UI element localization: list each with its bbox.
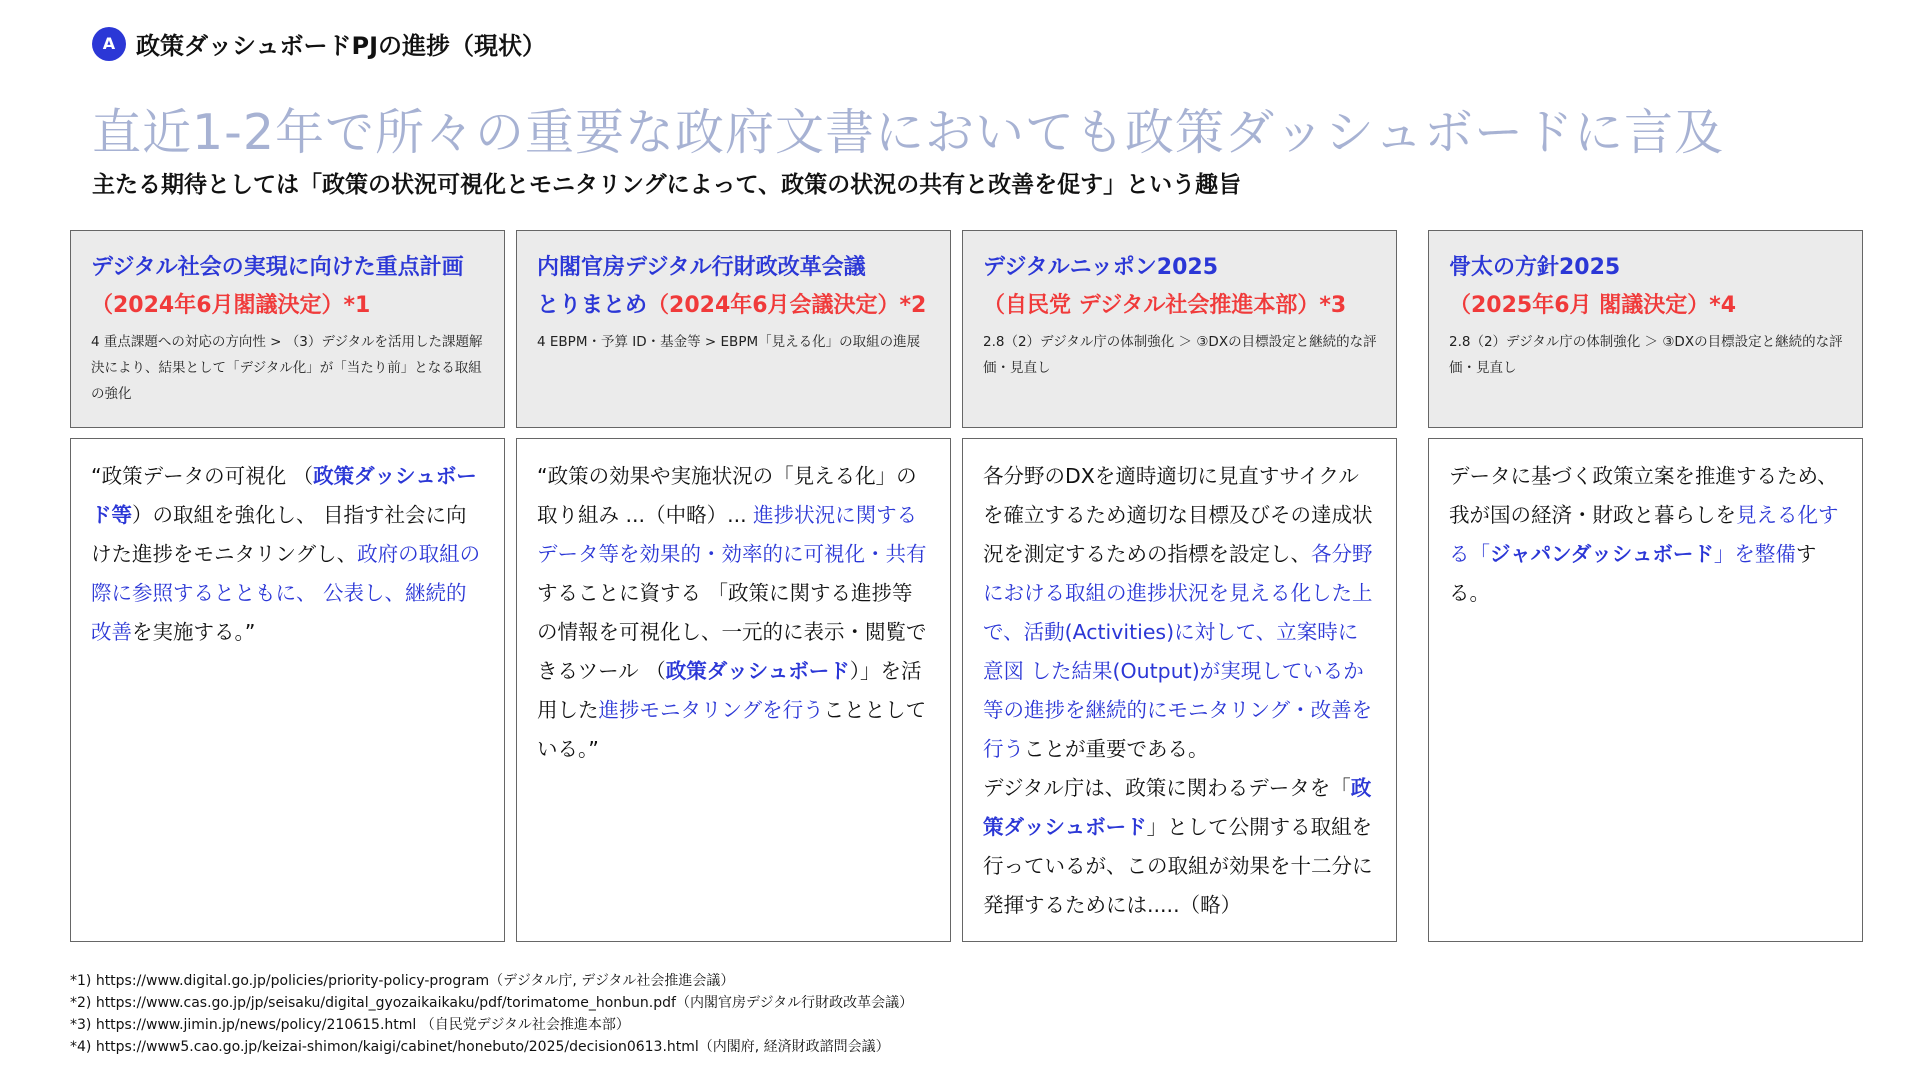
quote-text: 各分野のDXを適時適切に見直すサイクルを確立するため適切な目標及びその達成状況を測定するための指標を設定し、 (983, 464, 1373, 566)
footnote-2: *2) https://www.cas.go.jp/jp/seisaku/digital_gyozaikaikaku/pdf/torimatome_honbun.pdf（内閣官房デジタル行財政改革会議） (70, 995, 914, 1011)
card-header-priority-plan (70, 230, 505, 428)
card-title-date: （2025年6月 閣議決定）*4 (1449, 293, 1737, 318)
card-header-honebuto (1428, 230, 1863, 428)
card-title-date: （2024年6月閣議決定）*1 (91, 293, 371, 318)
quote-highlight: 政策ダッシュボード (983, 776, 1372, 839)
section-header (92, 26, 546, 61)
quote-text: こととしている。” (537, 698, 927, 761)
quote-highlight: 各分野における取組の進捗状況を見える化した上で、活動(Activities)に対して、立案時に意図 した結果(Output)が実現しているか等の進捗を継続的にモニタリング・改善を行う (983, 542, 1373, 761)
quote-text: 」として公開する取組を行っているが、この取組が効果を十二分に発揮するためには.....（略） (983, 815, 1373, 917)
card-quote (537, 457, 930, 769)
card-body-digital-reform (516, 438, 951, 942)
section-title: 政策ダッシュボードPJの進捗（現状） (136, 32, 547, 60)
footnote-1: *1) https://www.digital.go.jp/policies/priority-policy-program（デジタル庁, デジタル社会推進会議） (70, 973, 735, 989)
card-title-date: （自民党 デジタル社会推進本部）*3 (983, 293, 1347, 318)
card-quote (983, 457, 1376, 925)
footnote-3: *3) https://www.jimin.jp/news/policy/210615.html （自民党デジタル社会推進本部） (70, 1017, 630, 1033)
quote-text: することに資する 「政策に関する進捗等の情報を可視化し、一元的に表示・閲覧できるツール （ (537, 581, 927, 683)
card-body-priority-plan (70, 438, 505, 942)
card-header-digital-nippon (962, 230, 1397, 428)
card-section-ref: 2.8（2）デジタル庁の体制強化 ＞ ③DXの目標設定と継続的な評価・見直し (1449, 334, 1843, 376)
quote-text: を実施する。” (132, 620, 256, 644)
quote-text: ）の取組を強化し、 目指す社会に向けた進捗をモニタリングし、 (91, 503, 467, 566)
card-title-line2 (537, 287, 932, 325)
quote-highlight: ジャパンダッシュボード (1490, 542, 1714, 566)
card-title: 骨太の方針2025 (1449, 255, 1621, 280)
card-title: デジタル社会の実現に向けた重点計画 (91, 255, 464, 280)
card-body-honebuto (1428, 438, 1863, 942)
card-title-date: （2024年6月会議決定）*2 (647, 293, 927, 318)
quote-highlight: 進捗モニタリングを行う (598, 698, 824, 722)
quote-highlight: 政策ダッシュボード等 (91, 464, 477, 527)
card-quote (1449, 457, 1842, 613)
page-headline: 直近1-2年で所々の重要な政府文書においても政策ダッシュボードに言及 (92, 104, 1725, 161)
footnote-4: *4) https://www5.cao.go.jp/keizai-shimon/kaigi/cabinet/honebuto/2025/decision0613.html（内閣府, 経済財政諮問会議） (70, 1039, 890, 1055)
quote-text: ことが重要である。 (1024, 737, 1209, 761)
card-title: 内閣官房デジタル行財政改革会議 (537, 255, 866, 280)
card-quote (91, 457, 484, 652)
card-section-ref: 4 重点課題への対応の方向性 > （3）デジタルを活用した課題解決により、結果として「デジタル化」が「当たり前」となる取組の強化 (91, 334, 483, 402)
card-body-digital-nippon (962, 438, 1397, 942)
section-badge: A (92, 27, 126, 61)
quote-highlight: 進捗状況に関するデータ等を効果的・効率的に可視化・共有 (537, 503, 927, 566)
quote-text: “政策データの可視化 （ (91, 464, 314, 488)
card-section-ref: 2.8（2）デジタル庁の体制強化 ＞ ③DXの目標設定と継続的な評価・見直し (983, 334, 1377, 376)
card-section-ref: 4 EBPM・予算 ID・基金等 > EBPM「見える化」の取組の進展 (537, 334, 921, 350)
footnotes (70, 970, 913, 1058)
card-header-digital-reform (516, 230, 951, 428)
quote-highlight: 政府の取組の際に参照するとともに、 公表し、継続的改善 (91, 542, 481, 644)
quote-text: ）」を活用した (537, 659, 922, 722)
quote-text: する。 (1449, 542, 1817, 605)
quote-text: データに基づく政策立案を推進するため、我が国の経済・財政と暮らしを (1449, 464, 1838, 527)
quote-text: デジタル庁は、政策に関わるデータを「 (983, 776, 1351, 800)
page-subheadline: 主たる期待としては「政策の状況可視化とモニタリングによって、政策の状況の共有と改善を促す」という趣旨 (92, 172, 1242, 198)
quote-highlight: 見える化する「 (1449, 503, 1839, 566)
quote-highlight: 」を整備 (1713, 542, 1796, 566)
quote-text: “政策の効果や実施状況の「見える化」の取り組み ...（中略）... (537, 464, 917, 527)
card-title: デジタルニッポン2025 (983, 255, 1219, 280)
card-title-cont: とりまとめ (537, 293, 648, 318)
quote-highlight: 政策ダッシュボード (665, 659, 850, 683)
